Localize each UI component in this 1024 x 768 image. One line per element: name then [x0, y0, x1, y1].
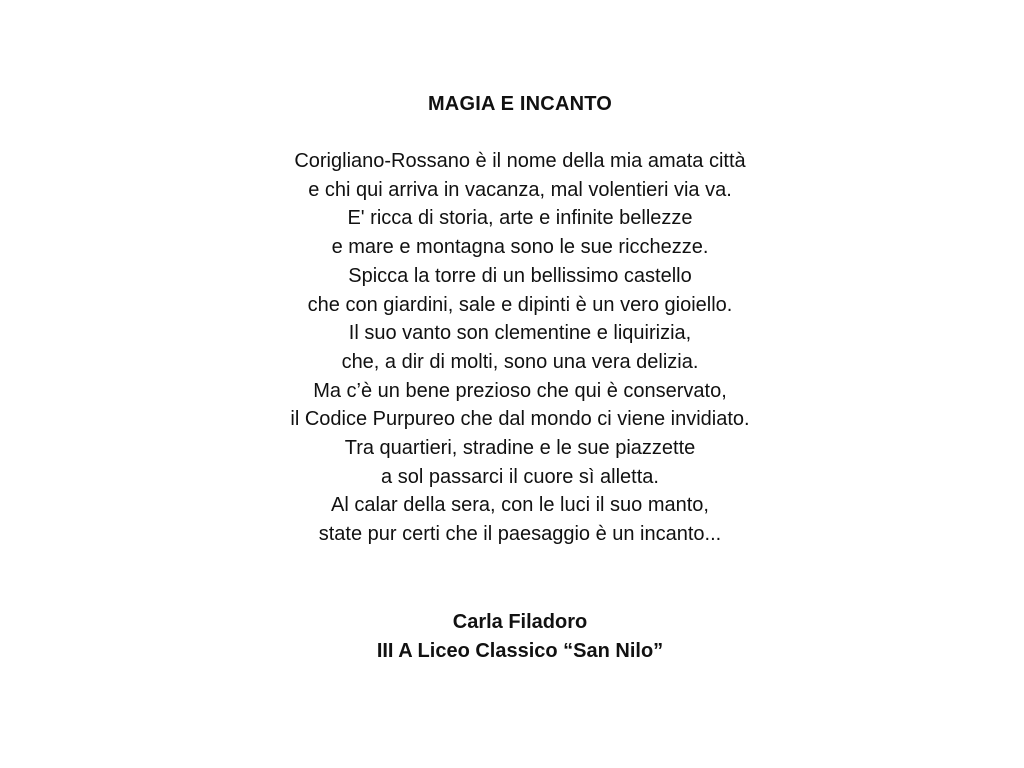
- poem-line: che con giardini, sale e dipinti è un vero gioiello.: [307, 293, 733, 316]
- poem-line: Spicca la torre di un bellissimo castello: [348, 264, 692, 287]
- poem-line: Ma c’è un bene prezioso che qui è conservato,: [313, 379, 727, 402]
- poem-line: state pur certi che il paesaggio è un incanto...: [318, 523, 722, 546]
- poem-body: [0, 147, 1024, 549]
- author-affiliation: III A Liceo Classico “San Nilo”: [376, 640, 664, 662]
- poem-line: Il suo vanto son clementine e liquirizia,: [348, 322, 692, 345]
- poem-line: a sol passarci il cuore sì alletta.: [381, 465, 659, 488]
- poem-line: Corigliano-Rossano è il nome della mia amata città: [294, 150, 746, 172]
- poem-line: Tra quartieri, stradine e le sue piazzette: [344, 437, 696, 460]
- poem-line: Al calar della sera, con le luci il suo manto,: [331, 494, 709, 517]
- poem-line: e mare e montagna sono le sue ricchezze.: [331, 236, 709, 259]
- signature-block: [0, 608, 1024, 666]
- poem-line: E' ricca di storia, arte e infinite bellezze: [347, 207, 693, 230]
- poem-title: MAGIA E INCANTO: [427, 93, 613, 115]
- poem-line: che, a dir di molti, sono una vera delizia.: [341, 350, 699, 373]
- author-name: Carla Filadoro: [452, 611, 588, 633]
- poem-line: e chi qui arriva in vacanza, mal volentieri via va.: [308, 178, 732, 201]
- poem-line: il Codice Purpureo che dal mondo ci viene invidiato.: [290, 408, 750, 431]
